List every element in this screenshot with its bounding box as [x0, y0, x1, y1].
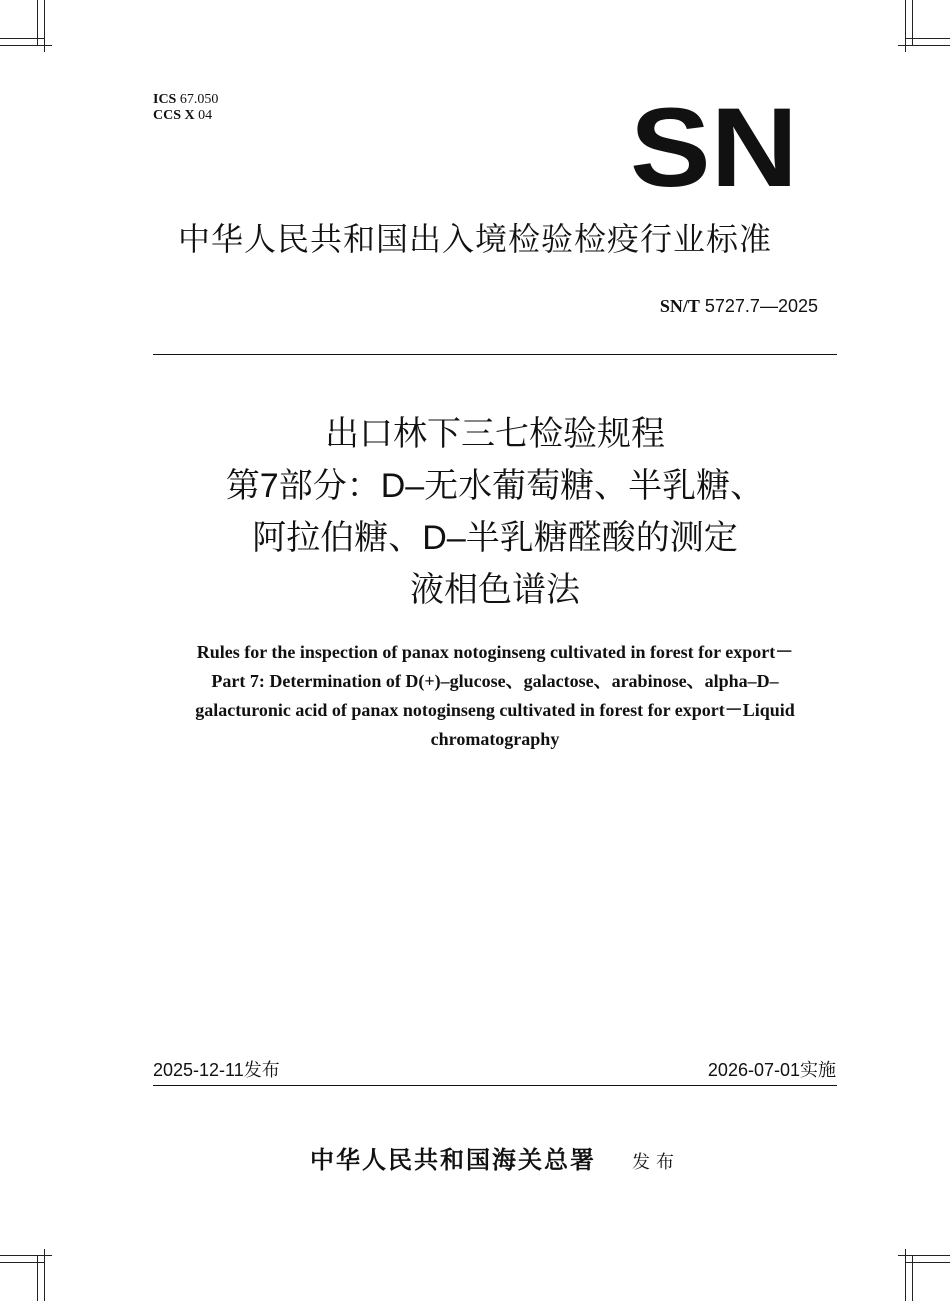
publish-date: 2025-12-11发布 [153, 1060, 280, 1080]
standard-number-prefix: SN/T [659, 296, 700, 316]
title-cn-line-3: 阿拉伯糖、D–半乳糖醛酸的测定 [252, 519, 738, 557]
title-en-line-4: chromatography [430, 729, 560, 749]
sn-logo [628, 100, 800, 190]
title-cn-line-1: 出口林下三七检验规程 [325, 415, 665, 453]
title-english [150, 638, 840, 754]
top-divider [153, 354, 837, 355]
standard-number-value: 5727.7—2025 [704, 296, 818, 316]
ics-code: ICS 67.050 [153, 92, 219, 107]
bottom-divider [153, 1085, 837, 1086]
title-chinese [0, 408, 950, 616]
standard-number [660, 296, 818, 317]
classification-codes [153, 92, 218, 124]
ccs-code: CCS X 04 [153, 108, 213, 123]
issuer-name: 中华人民共和国海关总署 [310, 1148, 596, 1174]
agency-title: 中华人民共和国出入境检验检疫行业标准 [177, 221, 772, 257]
title-cn-line-2: 第7部分：D–无水葡萄糖、半乳糖、 [225, 467, 765, 505]
title-cn-line-4: 液相色谱法 [410, 571, 580, 609]
issuer-action: 发布 [632, 1152, 680, 1172]
title-en-line-2: Part 7: Determination of D(+)–glucose、galactose、arabinose、alpha–D– [211, 671, 779, 691]
title-en-line-3: galacturonic acid of panax notoginseng cultivated in forest for export－Liquid [195, 700, 795, 720]
title-en-line-1: Rules for the inspection of panax notoginseng cultivated in forest for export－ [196, 642, 794, 662]
implement-date: 2026-07-01实施 [707, 1060, 836, 1080]
svg-text:SN: SN [630, 100, 798, 190]
issuer [0, 1140, 950, 1175]
